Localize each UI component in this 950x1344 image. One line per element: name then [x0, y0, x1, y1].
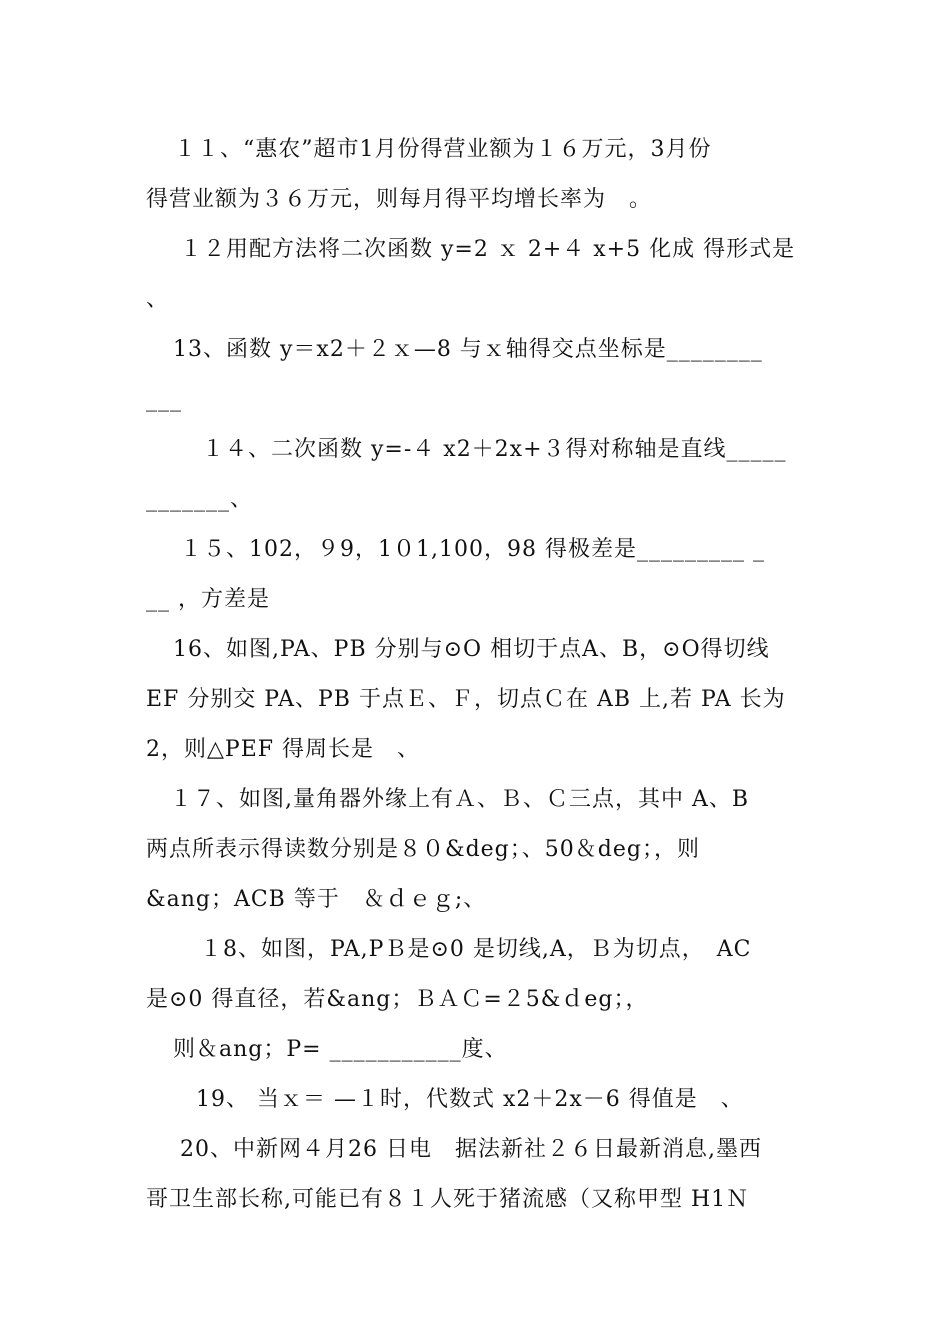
text-line-6: ___ [146, 387, 182, 412]
text-line-1: １１、“惠农”超市1月份得营业额为１６万元，3月份 [174, 137, 712, 162]
text-line-11: 16、如图,PA、PB 分别与⊙O 相切于点A、B，⊙O得切线 [173, 637, 770, 662]
text-line-9: １５、102，９9，1０1,100，98 得极差是_________ _ [180, 537, 765, 562]
text-line-8: _______、 [146, 487, 254, 512]
text-line-16: &ang；ACB 等于 ＆ｄｅｇ;、 [146, 887, 487, 912]
text-line-10: __ ，方差是 [146, 587, 270, 612]
text-line-7: １４、二次函数 y=-４ x2＋2x+３得对称轴是直线_____ [202, 437, 787, 462]
text-line-19: 则＆ang；P= ___________度、 [173, 1037, 508, 1062]
text-line-21: 20、中新网４月26 日电 据法新社２６日最新消息,墨西 [180, 1137, 762, 1162]
text-line-3: １２用配方法将二次函数 y=2 ｘ 2+４ x+5 化成 得形式是 [180, 237, 796, 262]
text-line-5: 13、函数 y＝x2＋２ｘ—8 与ｘ轴得交点坐标是________ [173, 337, 763, 362]
text-line-20: 19、 当ｘ＝ —１时，代数式 x2＋2x－6 得值是 、 [196, 1087, 744, 1112]
text-line-13: 2，则△PEF 得周长是 、 [146, 737, 421, 762]
text-line-22: 哥卫生部长称,可能已有８１人死于猪流感（又称甲型 H1Ｎ [146, 1187, 750, 1212]
text-line-4: 、 [146, 287, 170, 312]
text-line-17: １8、如图，PA,PＢ是⊙0 是切线,A，Ｂ为切点， AC [200, 937, 752, 962]
text-line-18: 是⊙0 得直径，若&ang；ＢＡＣ=２5&ｄeg；， [146, 987, 649, 1012]
text-line-14: １７、如图,量角器外缘上有Ａ、Ｂ、Ｃ三点，其中 A、B [170, 787, 750, 812]
text-line-2: 得营业额为３６万元，则每月得平均增长率为 。 [146, 187, 653, 212]
text-line-12: EF 分别交 PA、PB 于点Ｅ、Ｆ，切点Ｃ在 AB 上,若 PA 长为 [146, 687, 786, 712]
text-line-15: 两点所表示得读数分别是８０&deg；、50＆deg；，则 [146, 837, 700, 862]
